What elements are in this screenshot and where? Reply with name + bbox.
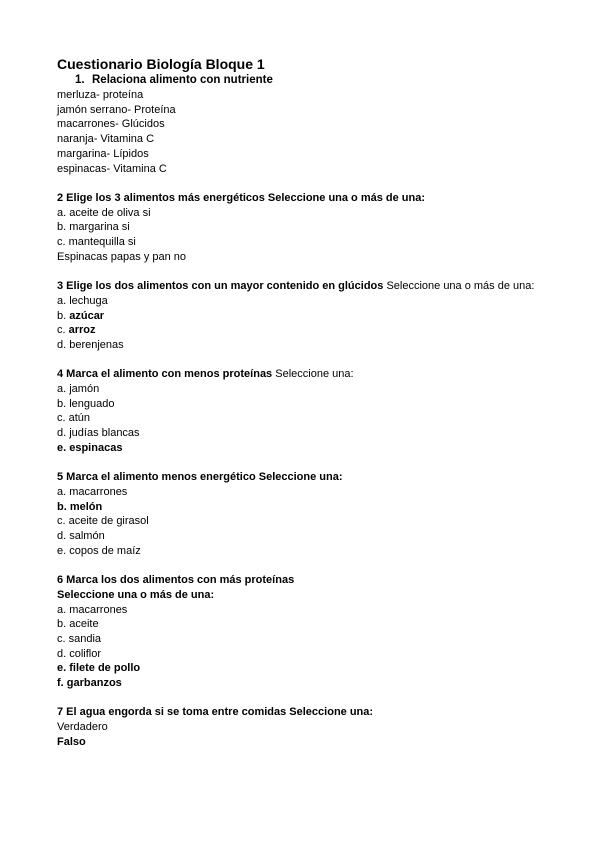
q3-option xyxy=(57,323,577,338)
question-4-title: 4 Marca el alimento con menos proteínas xyxy=(57,368,273,381)
question-4-instruction: Seleccione una: xyxy=(272,368,354,381)
q3-option-prefix: b. xyxy=(57,309,70,322)
question-2-heading: 2 Elige los 3 alimentos más energéticos Seleccione una o más de una: xyxy=(57,191,426,204)
q5-option: e. copos de maíz xyxy=(57,544,141,557)
q6-answer: e. filete de pollo xyxy=(57,662,141,675)
q1-line: jamón serrano- Proteína xyxy=(57,103,176,116)
page-title: Cuestionario Biología Bloque 1 xyxy=(57,56,265,72)
question-5-heading: 5 Marca el alimento menos energético Seleccione una: xyxy=(57,471,343,484)
question-3-heading xyxy=(57,279,577,294)
q1-line: merluza- proteína xyxy=(57,89,144,101)
question-3-instruction: Seleccione una o más de una: xyxy=(383,280,535,293)
question-6-instruction: Seleccione una o más de una: xyxy=(57,588,215,601)
q3-answer: arroz xyxy=(68,324,96,337)
q2-option: b. margarina si xyxy=(57,221,130,234)
question-4-heading xyxy=(57,367,577,382)
q7-answer: Falso xyxy=(57,735,86,748)
q4-option: c. atún xyxy=(57,412,91,425)
q5-option: c. aceite de girasol xyxy=(57,515,149,528)
q1-line: macarrones- Glúcidos xyxy=(57,118,165,131)
q2-option: c. mantequilla si xyxy=(57,236,136,249)
q6-option: c. sandia xyxy=(57,632,102,645)
q2-note: Espinacas papas y pan no xyxy=(57,250,187,263)
question-6-heading: 6 Marca los dos alimentos con más proteínas xyxy=(57,574,295,587)
question-1-heading xyxy=(57,73,577,88)
question-1-number: 1. xyxy=(75,74,85,86)
q5-option: d. salmón xyxy=(57,530,105,543)
question-1-text: Relaciona alimento con nutriente xyxy=(92,74,273,86)
q3-option: d. berenjenas xyxy=(57,338,124,351)
q3-option xyxy=(57,309,577,324)
q6-answer: f. garbanzos xyxy=(57,677,122,690)
q6-option: b. aceite xyxy=(57,618,99,631)
q6-option: a. macarrones xyxy=(57,603,128,616)
q4-answer: e. espinacas xyxy=(57,441,123,454)
q7-option: Verdadero xyxy=(57,721,108,734)
q4-option: d. judías blancas xyxy=(57,427,140,440)
q2-option: a. aceite de oliva si xyxy=(57,206,151,219)
q1-line: espinacas- Vitamina C xyxy=(57,162,167,175)
q3-option: a. lechuga xyxy=(57,294,108,307)
question-3-title: 3 Elige los dos alimentos con un mayor contenido en glúcidos xyxy=(57,280,384,293)
q4-option: a. jamón xyxy=(57,383,100,396)
q1-line: margarina- Lípidos xyxy=(57,147,149,160)
q5-option: a. macarrones xyxy=(57,485,128,498)
q5-answer: b. melón xyxy=(57,500,103,513)
quiz-content xyxy=(57,56,577,750)
question-7-heading: 7 El agua engorda si se toma entre comidas Seleccione una: xyxy=(57,706,374,719)
q3-answer: azúcar xyxy=(69,309,105,322)
q6-option: d. coliflor xyxy=(57,647,102,660)
q4-option: b. lenguado xyxy=(57,397,115,410)
q3-option-prefix: c. xyxy=(57,324,69,337)
q1-line: naranja- Vitamina C xyxy=(57,133,155,146)
